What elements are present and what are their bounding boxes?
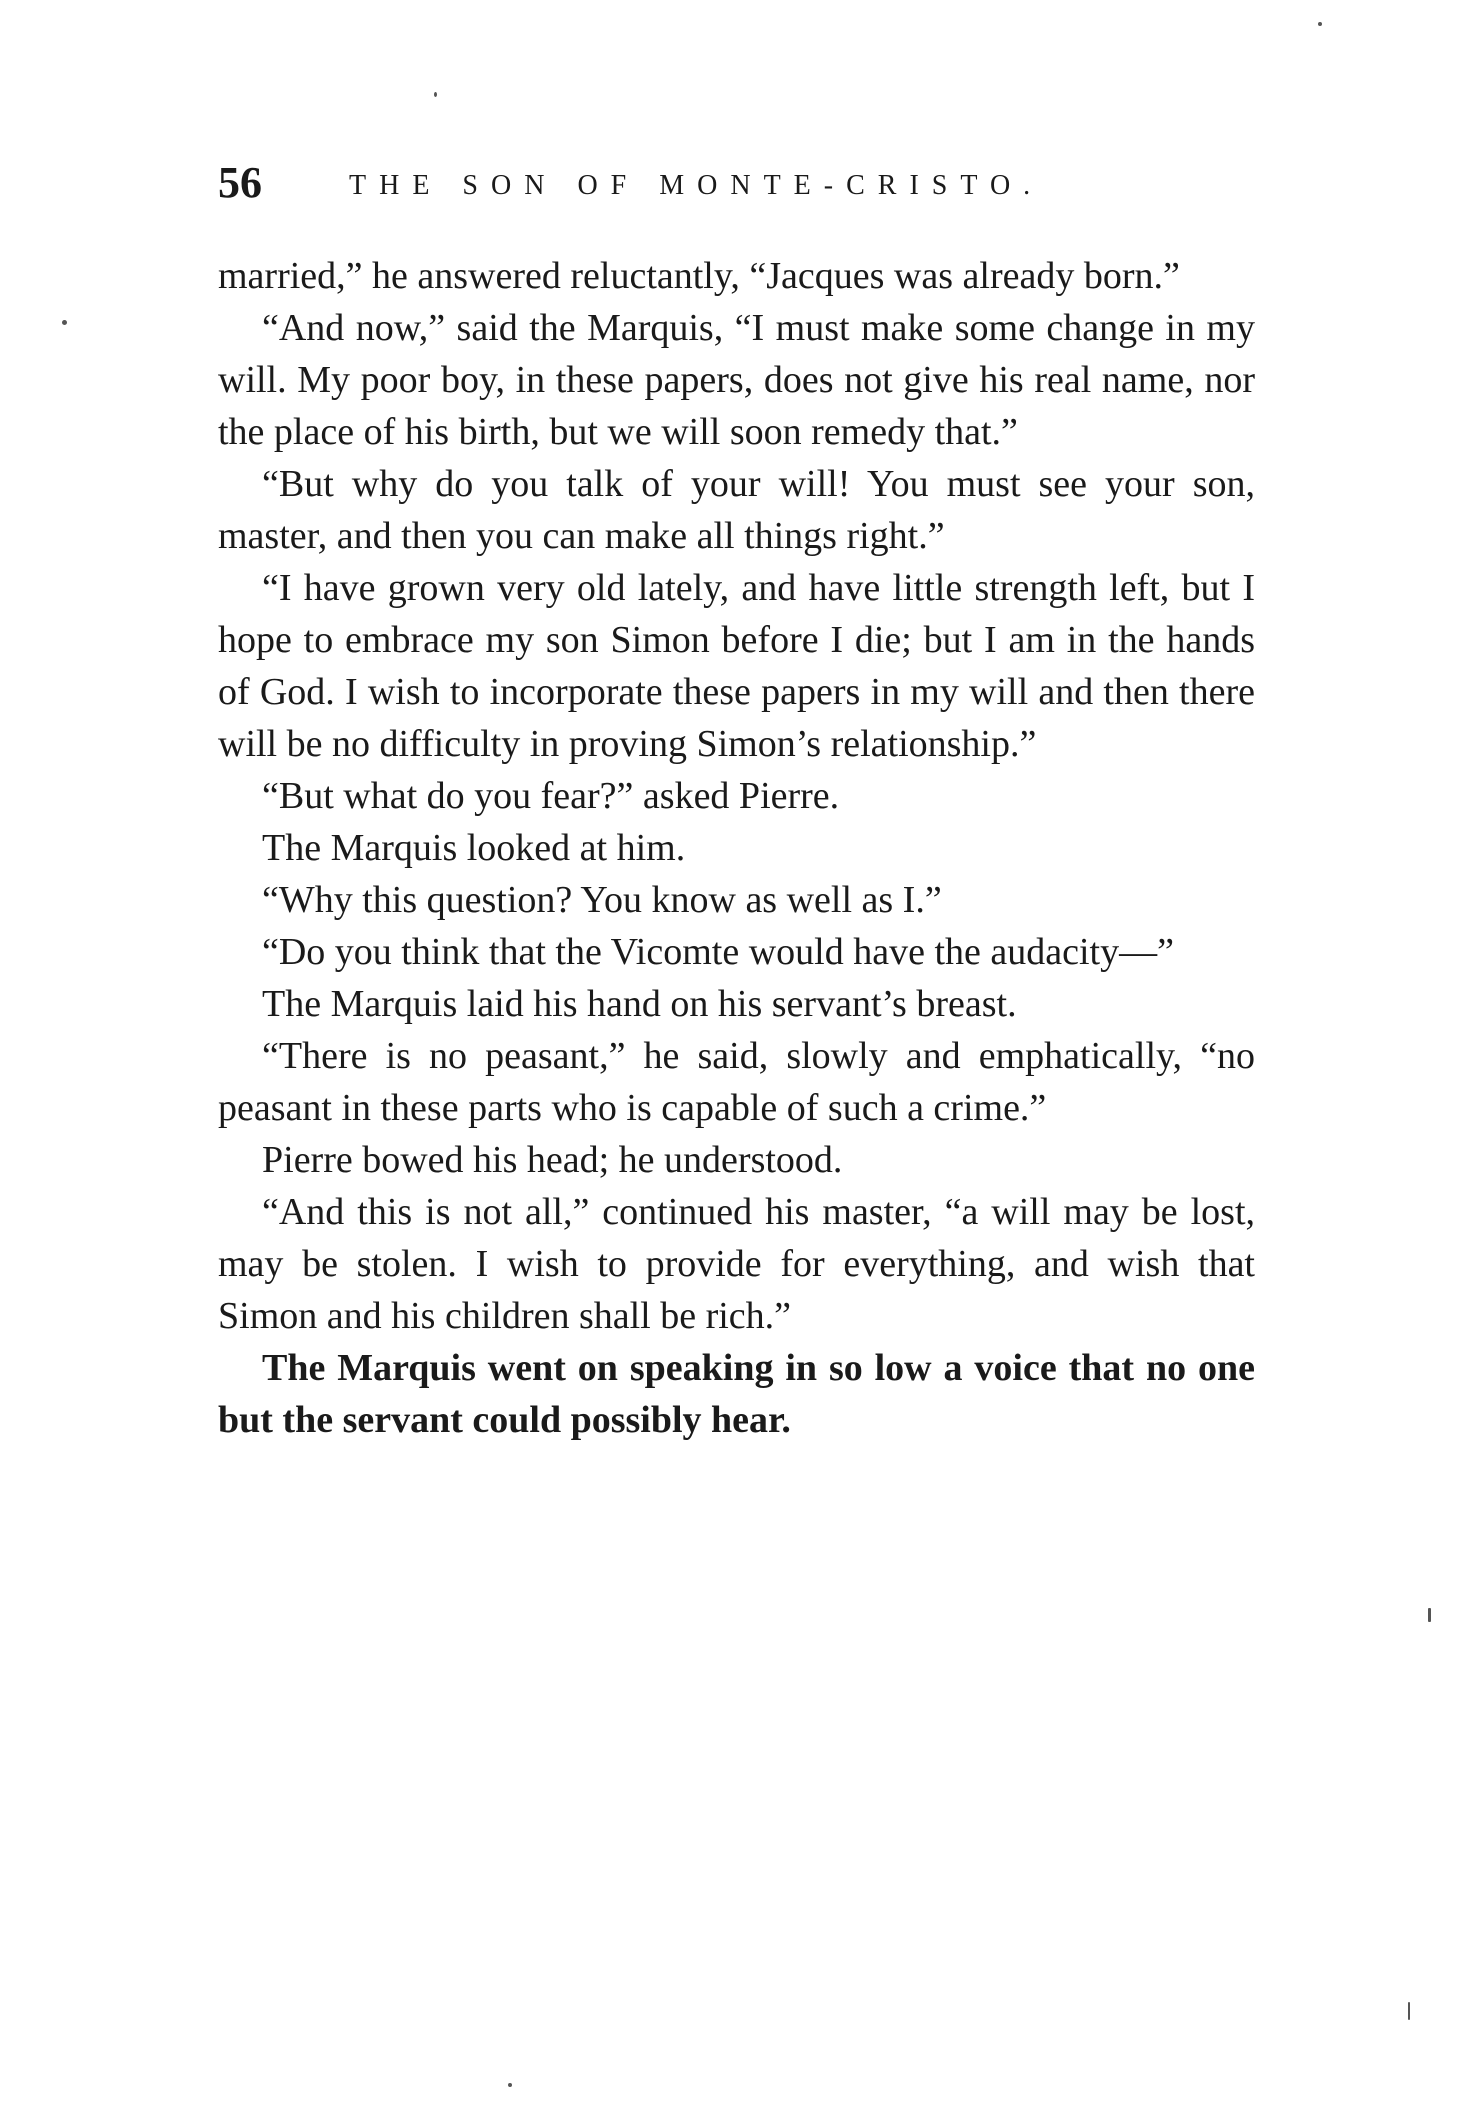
- paragraph: “I have grown very old lately, and have little strength left, but I hope to embrace my son Simon before I die; but I am in the hands of God. I wish to incorporate these papers in my will and then there will be no difficulty in proving Simon’s relationship.”: [218, 567, 1255, 765]
- paragraph: “Do you think that the Vicomte would have the audacity—”: [262, 931, 1174, 973]
- scan-speck: [508, 2083, 512, 2087]
- paragraph: married,” he answered reluctantly, “Jacques was already born.”: [218, 255, 1180, 297]
- scan-speck: [434, 92, 437, 97]
- paragraph: The Marquis went on speaking in so low a voice that no one but the servant could possibly hear.: [218, 1347, 1255, 1441]
- paragraph: “But what do you fear?” asked Pierre.: [262, 775, 840, 817]
- paragraph: “And now,” said the Marquis, “I must make some change in my will. My poor boy, in these papers, does not give his real name, nor the place of his birth, but we will soon remedy that.”: [218, 307, 1255, 453]
- body-text: [218, 250, 1255, 1446]
- paragraph: “And this is not all,” continued his master, “a will may be lost, may be stolen. I wish to provide for everything, and wish that Simon and his children shall be rich.”: [218, 1191, 1255, 1337]
- scan-speck: [1318, 22, 1322, 26]
- paragraph: “Why this question? You know as well as I.”: [262, 879, 942, 921]
- paragraph: The Marquis laid his hand on his servant’s breast.: [262, 983, 1017, 1025]
- paragraph: Pierre bowed his head; he understood.: [262, 1139, 843, 1181]
- paragraph: The Marquis looked at him.: [262, 827, 686, 869]
- page-header: [218, 158, 1258, 208]
- scan-speck: [1408, 2002, 1410, 2020]
- paragraph: “But why do you talk of your will! You must see your son, master, and then you can make all things right.”: [218, 463, 1255, 557]
- scan-speck: [1428, 1608, 1431, 1622]
- scan-speck: [62, 320, 67, 325]
- paragraph: “There is no peasant,” he said, slowly and emphatically, “no peasant in these parts who is capable of such a crime.”: [218, 1035, 1255, 1129]
- page-number: 56: [218, 158, 262, 207]
- running-title: THE SON OF MONTE-CRISTO.: [349, 170, 1044, 201]
